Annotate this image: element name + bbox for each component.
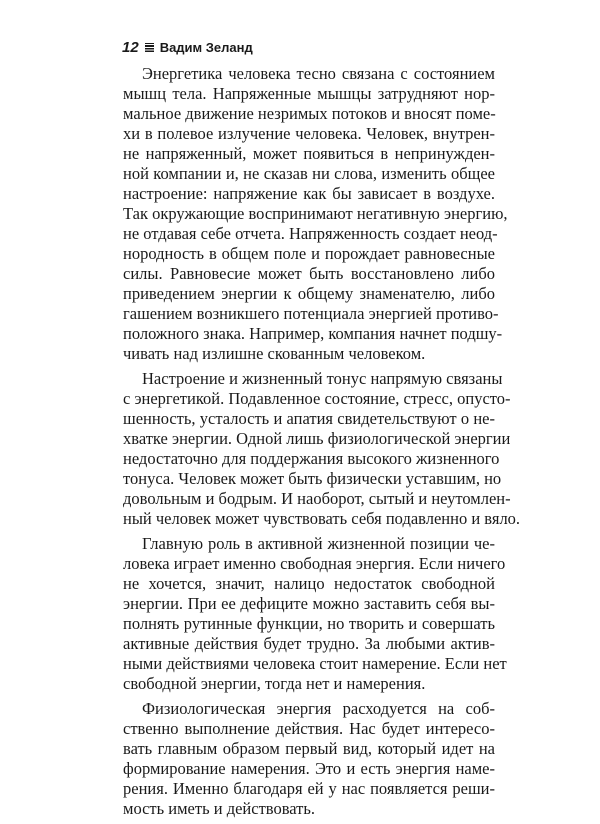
text-line: мальное движение незримых потоков и вносят поме-	[123, 104, 496, 123]
text-line: ловека играет именно свободная энергия. Если ничего	[123, 554, 506, 573]
text-line: Энергетика человека тесно связана с состоянием	[142, 64, 495, 83]
text-line: Физиологическая энергия расходуется на соб-	[142, 699, 495, 718]
text-line: силы. Равновесие может быть восстановлено либо	[123, 264, 495, 283]
text-line: ными действиями человека стоит намерение. Если нет	[123, 654, 507, 673]
text-line: рения. Именно благодаря ей у нас появляется реши-	[123, 779, 495, 798]
author-name: Вадим Зеланд	[159, 39, 253, 55]
text-line: не напряженный, может появиться в непринужден-	[123, 144, 495, 163]
text-line: не хочется, значит, налицо недостаток свободной	[123, 574, 495, 593]
text-line: настроение: напряжение как бы зависает в воздухе.	[123, 184, 495, 203]
paragraph	[123, 369, 521, 529]
text-line: не отдавая себе отчета. Напряженность создает неод-	[123, 224, 498, 243]
text-line: положного знака. Например, компания начнет подшу-	[123, 324, 503, 343]
text-line: мость иметь и действовать.	[123, 799, 316, 818]
text-line: ственно выполнение действия. Нас будет интересо-	[123, 719, 495, 738]
text-line: хватке энергии. Одной лишь физиологической энергии	[123, 429, 511, 448]
text-line: полнять рутинные функции, но творить и совершать	[123, 614, 495, 633]
text-line: нородность в общем поле и порождает равновесные	[123, 244, 495, 263]
text-line: Так окружающие воспринимают негативную энергию,	[123, 204, 508, 223]
text-line: чивать над излишне скованным человеком.	[123, 344, 426, 363]
text-line: хи в полевое излучение человека. Человек, внутрен-	[123, 124, 495, 143]
header-separator-mark	[145, 43, 154, 52]
text-line: энергии. При ее дефиците можно заставить себя вы-	[123, 594, 495, 613]
text-line: гашением возникшего потенциала энергией противо-	[123, 304, 499, 323]
text-line: вать главным образом первый вид, который идет на	[123, 739, 495, 758]
text-line: ной компании и, не сказав ни слова, изменить общее	[123, 164, 495, 183]
text-line: свободной энергии, тогда нет и намерения.	[123, 674, 426, 693]
text-line: ный человек может чувствовать себя подавленно и вяло.	[123, 509, 521, 528]
body-text	[123, 64, 521, 824]
paragraph	[123, 64, 508, 364]
text-line: недостаточно для поддержания высокого жизненного	[123, 449, 500, 468]
paragraph	[123, 534, 507, 694]
running-header	[122, 37, 253, 57]
text-line: мышц тела. Напряженные мышцы затрудняют нор-	[123, 84, 495, 103]
text-line: с энергетикой. Подавленное состояние, стресс, опусто-	[123, 389, 511, 408]
paragraph	[123, 699, 495, 819]
text-line: формирование намерения. Это и есть энергия наме-	[123, 759, 495, 778]
text-line: Настроение и жизненный тонус напрямую связаны	[142, 369, 503, 388]
text-line: тонуса. Человек может быть физически уставшим, но	[123, 469, 502, 488]
text-line: шенность, усталость и апатия свидетельствуют о не-	[123, 409, 495, 428]
text-line: Главную роль в активной жизненной позиции че-	[142, 534, 495, 553]
text-line: довольным и бодрым. И наоборот, сытый и неутомлен-	[123, 489, 511, 508]
text-line: активные действия будет трудно. За любыми актив-	[123, 634, 495, 653]
page-number: 12	[122, 38, 139, 56]
text-line: приведением энергии к общему знаменателю, либо	[123, 284, 495, 303]
